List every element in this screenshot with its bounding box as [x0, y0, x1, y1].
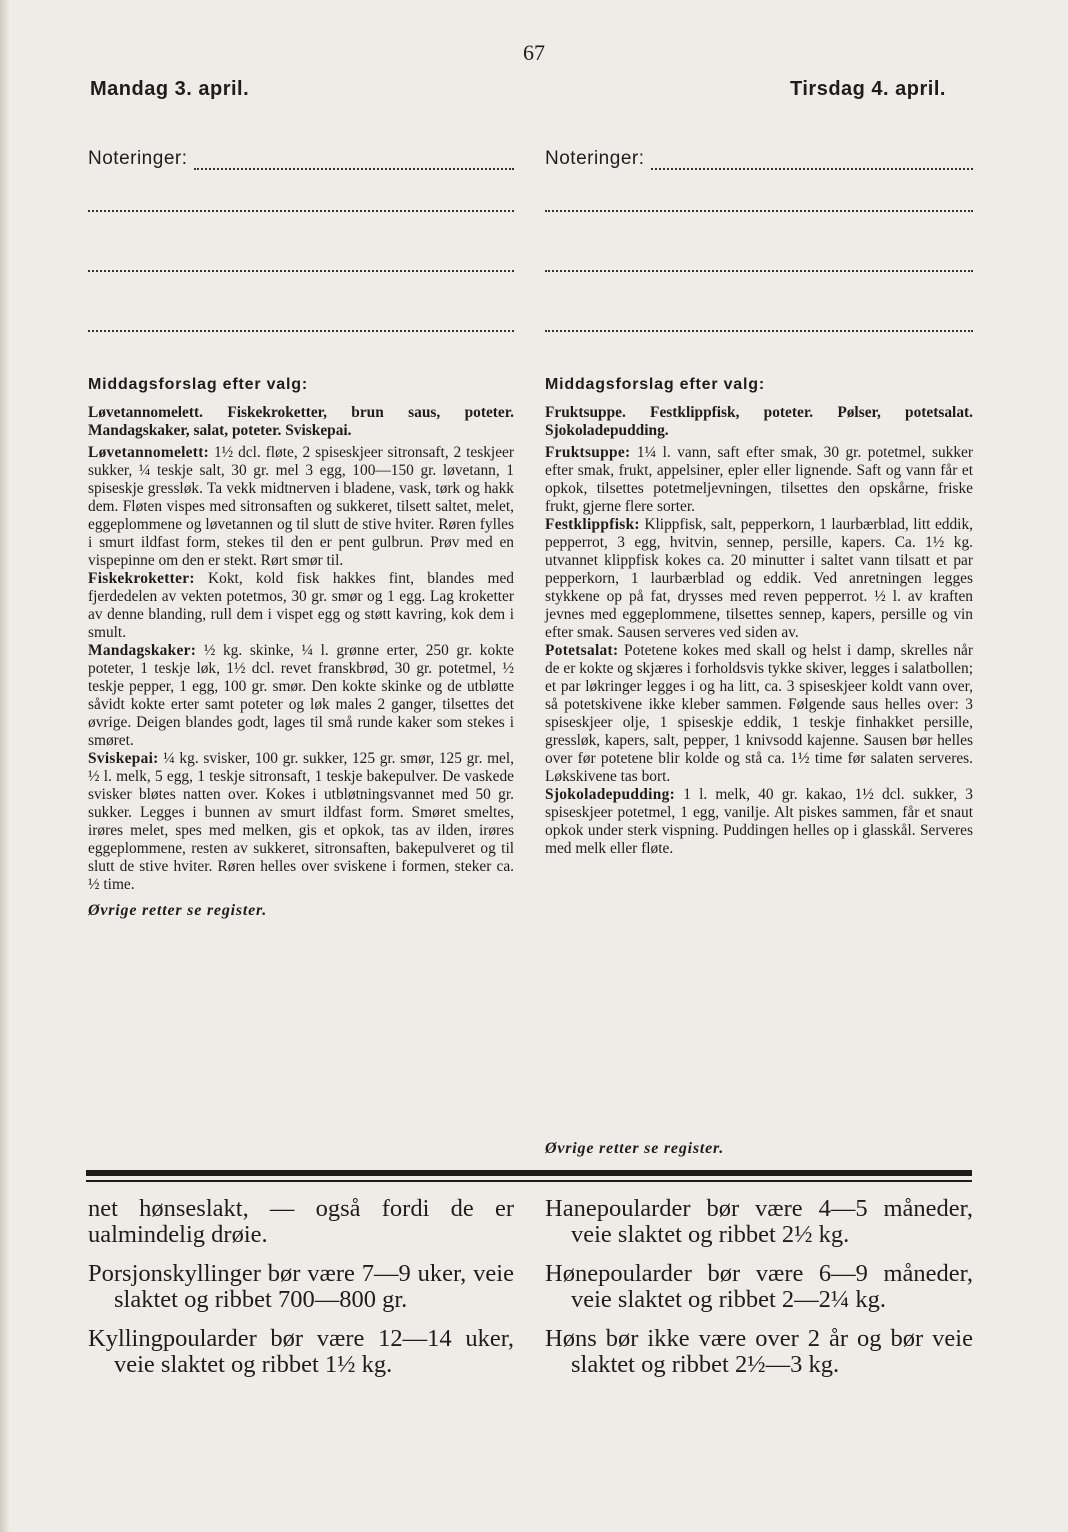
recipe-paragraph	[545, 444, 973, 516]
day-header-monday: Mandag 3. april.	[90, 78, 250, 100]
recipe-text: Potetene kokes med skall og helst i damp, skrelles når de er kokte og skjæres i forholdsvis tykke skiver, legges i salatbollen; et par løkringer legges i og ha litt, ca. 3 spiseskjeer koldt vann over, så potetskivene ikke kleber sammen. Følgende saus helles over: 3 spiseskjeer olje, 1 spiseskje eddik, 1 teskje finhakket persille, gressløk, kapers, salt, pepper, 1 knivsodd kajenne. Sausen bør helles over før potetene blir kolde og stå ca. 1½ time før salaten serveres. Løkskivene tas bort.	[545, 642, 973, 785]
notes-dotted-line	[194, 152, 515, 170]
recipe-paragraph	[88, 750, 514, 894]
notes-label: Noteringer:	[545, 148, 645, 169]
recipe-name: Løvetannomelett:	[88, 444, 210, 461]
notes-section-right	[545, 148, 973, 332]
menu-title: Middagsforslag efter valg:	[545, 376, 765, 393]
bottom-paragraph: Porsjonskyllinger bør være 7—9 uker, veie slaktet og ribbet 700—800 gr.	[88, 1260, 514, 1313]
recipe-text: Klippfisk, salt, pepperkorn, 1 laurbærblad, litt eddik, pepperrot, 3 egg, hvitvin, sennep, persille, kapers. Ca. 1½ kg. utvannet klippfisk kokes ca. 20 minutter i saltet vann tilsatt et par pepperkorn, 1 laurbærblad og eddik. Ved anretningen legges stykkene op på fat, drysses med reven pepperrot. ½ l. av kraften jevnes med eggeplommene, tilsettes sennep, kapers, persille og vin efter smak. Sausen serveres ved siden av.	[545, 516, 973, 641]
bottom-paragraph: Hønepoularder bør være 6—9 måneder, veie slaktet og ribbet 2—2¼ kg.	[545, 1260, 973, 1313]
menu-summary: Løvetannomelett. Fiskekroketter, brun saus, poteter. Mandagskaker, salat, poteter. Sviskepai.	[88, 404, 514, 439]
recipe-paragraph	[88, 642, 514, 750]
recipe-text: ¼ kg. svisker, 100 gr. sukker, 125 gr. smør, 125 gr. mel, ½ l. melk, 5 egg, 1 teskje sitronsaft, 1 teskje bakepulver. De vaskede svisker bløtes natten over. Kokes i utbløtningsvannet med 50 gr. sukker. Legges i bunnen av smurt ildfast form. Smøret smeltes, irøres melet, spes med melken, gis et opkok, tas av ilden, irøres eggeplommene, resten av sukkeret, sitronsaften, bakepulveret og til slutt de stive hviter. Røren helles over sviskene i formen, steker ca. ½ time.	[88, 750, 514, 893]
notes-dotted-line	[651, 152, 974, 170]
bottom-paragraph: Kyllingpoularder bør være 12—14 uker, veie slaktet og ribbet 1½ kg.	[88, 1325, 514, 1378]
recipe-name: Potetsalat:	[545, 642, 619, 659]
recipe-name: Festklippfisk:	[545, 516, 640, 533]
recipe-text: 1½ dcl. fløte, 2 spiseskjeer sitronsaft, 2 teskjeer sukker, ¼ teskje salt, 30 gr. mel 3 egg, 100—150 gr. løvetann, 1 spiseskje gressløk. Ta vekk midtnerven i bladene, vask, tørk og hakk dem. Fløten vispes med sitronsaften og sukkeret, tilsett saltet, melet, eggeplommene og løvetannen og til slutt de stive hviter. Røren fylles i smurt ildfast form, stekes til den er pent gulbrun. Prøv med en vispepinne om den er stekt. Rørt smør til.	[88, 444, 514, 569]
menu-summary: Fruktsuppe. Festklippfisk, poteter. Pølser, potetsalat. Sjokoladepudding.	[545, 404, 973, 439]
notes-dotted-line	[545, 208, 973, 212]
menu-section-right	[545, 376, 973, 1157]
notes-dotted-line	[88, 328, 514, 332]
other-dishes-note: Øvrige retter se register.	[88, 902, 267, 919]
recipe-paragraph	[545, 642, 973, 786]
recipe-name: Fiskekroketter:	[88, 570, 195, 587]
notes-dotted-line	[88, 208, 514, 212]
recipe-name: Fruktsuppe:	[545, 444, 631, 461]
notes-section-left	[88, 148, 514, 332]
notes-label: Noteringer:	[88, 148, 188, 169]
bottom-paragraph: Hanepoularder bør være 4—5 måneder, veie slaktet og ribbet 2½ kg.	[545, 1195, 973, 1248]
recipe-text: ½ kg. skinke, ¼ l. grønne erter, 250 gr. kokte poteter, 1 teskje løk, 1½ dcl. revet franskbrød, 30 gr. potetmel, ½ teskje pepper, 1 egg, 100 gr. smør. Den kokte skinke og de utbløtte såvidt kokte erter samt poteter og løk males 2 ganger, tilsettes det øvrige. Deigen blandes godt, lages til små runde kaker som stekes i smøret.	[88, 642, 514, 749]
divider-rule-thin	[86, 1180, 972, 1182]
notes-dotted-line	[545, 268, 973, 272]
recipe-name: Sviskepai:	[88, 750, 159, 767]
recipe-text: 1 l. melk, 40 gr. kakao, 1½ dcl. sukker, 3 spiseskjeer potetmel, 1 egg, vanilje. Alt piskes sammen, får et snaut opkok under sterk vispning. Puddingen helles op i glasskål. Serveres med melk eller fløte.	[545, 786, 973, 857]
bottom-paragraph: net hønseslakt, — også fordi de er ualmindelig drøie.	[88, 1195, 514, 1248]
page-edge	[0, 0, 10, 1532]
bottom-text-left	[88, 1196, 514, 1391]
recipe-name: Mandagskaker:	[88, 642, 197, 659]
menu-title: Middagsforslag efter valg:	[88, 376, 308, 393]
recipe-paragraph	[545, 786, 973, 858]
recipe-paragraph	[88, 570, 514, 642]
other-dishes-note: Øvrige retter se register.	[545, 1140, 724, 1157]
notes-dotted-line	[88, 268, 514, 272]
recipe-text: Kokt, kold fisk hakkes fint, blandes med fjerdedelen av vekten potetmos, 30 gr. smør og 1 egg. Lag kroketter av denne blanding, rull dem i vispet egg og støtt kavring, kok dem i smult.	[88, 570, 514, 641]
divider-rule-thick	[86, 1170, 972, 1176]
recipe-paragraph	[88, 444, 514, 570]
recipe-text: 1¼ l. vann, saft efter smak, 30 gr. potetmel, sukker efter smak, frukt, appelsiner, epler eller lignende. Saft og vann får et opkok, tilsettes potetmeljevningen, tilsettes den opskårne, friske frukt, gjerne flere sorter.	[545, 444, 973, 515]
menu-section-left	[88, 376, 514, 920]
page-number: 67	[523, 40, 545, 65]
bottom-paragraph: Høns bør ikke være over 2 år og bør veie slaktet og ribbet 2½—3 kg.	[545, 1325, 973, 1378]
notes-dotted-line	[545, 328, 973, 332]
recipe-name: Sjokoladepudding:	[545, 786, 675, 803]
day-header-tuesday: Tirsdag 4. april.	[790, 78, 946, 100]
recipe-paragraph	[545, 516, 973, 642]
bottom-text-right	[545, 1196, 973, 1391]
